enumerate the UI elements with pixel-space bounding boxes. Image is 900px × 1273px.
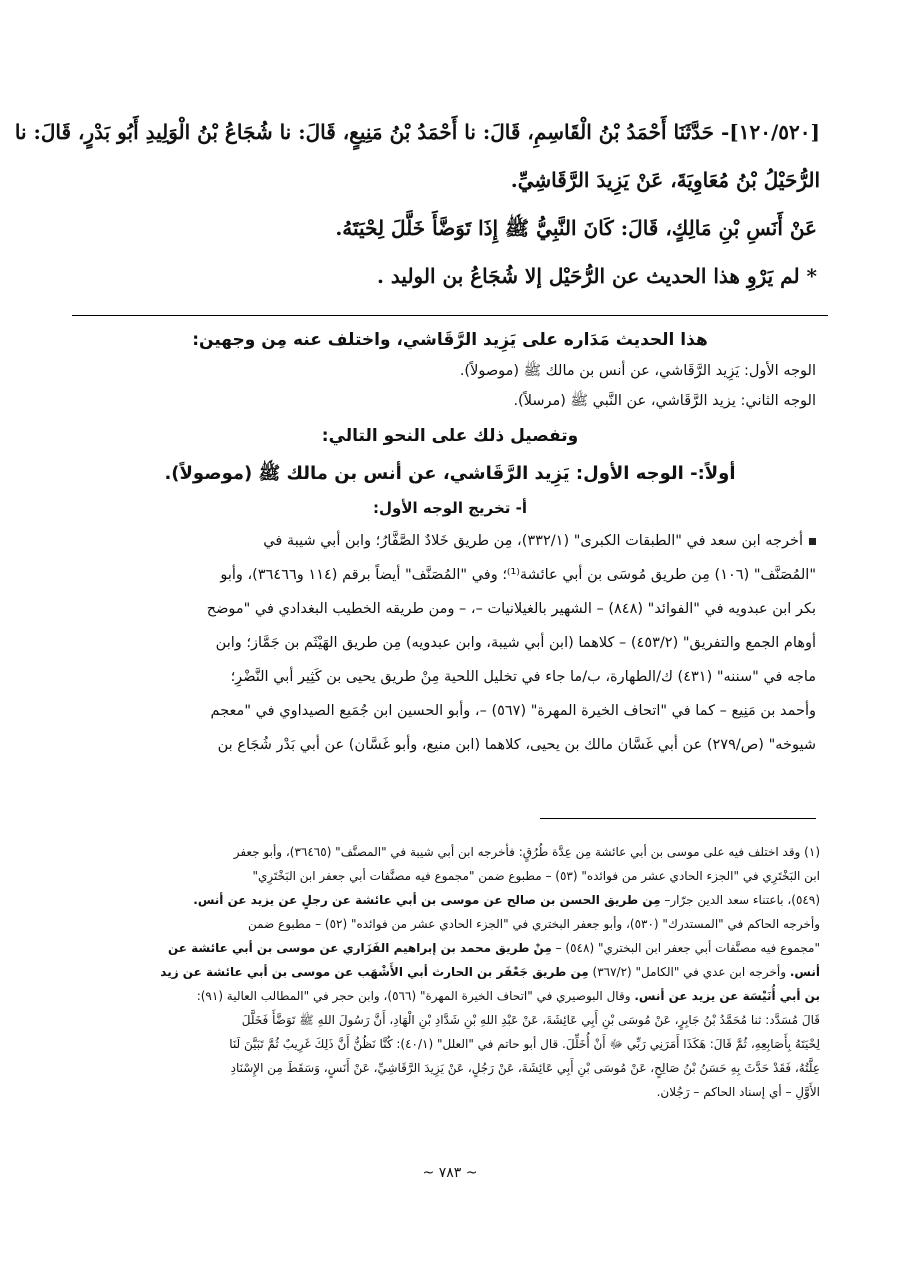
takhrij-heading: أ- تخريج الوجه الأول: — [373, 499, 527, 517]
takhrij-paragraph-line-5: ماجه في "سننه" (٤٣١) ك/الطهارة، ب/ما جاء في تخليل اللحية مِنْ طريق يحيى بن كَثِير أبي النَّضْرِ؛ — [230, 669, 816, 685]
takhrij-paragraph-line-2: "المُصَنَّف" (١٠٦) مِن طريق مُوسَى بن أبي عائشة⁽¹⁾؛ وفي "المُصَنَّف" أيضاً برقم (١١٤ و٣٦٤٦٦)، وأبو — [220, 567, 816, 583]
text-span: "مجموع فيه مصنَّفات أبي جعفر ابن البختري" (٥٤٨) – — [551, 941, 820, 955]
footnote-divider — [540, 818, 816, 819]
hadith-isnad-line-2: الرُّحَيْلُ بْنُ مُعَاوِيَةَ، عَنْ يَزِيدَ الرَّقَاشِيِّ. — [510, 168, 820, 192]
bullet-icon — [809, 538, 816, 545]
footnote-line-4: وأخرجه الحاكم في "المستدرك" (٥٣٠)، وأبو جعفر البختري في "الجزء الحادي عشر من فوائده" (٥٢) – مطبوع ضمن — [247, 917, 820, 931]
footnote-line-5 — [80, 936, 820, 960]
footnote-line-8: قَالَ مُسَدَّد: ثنا مُحَمَّدُ بْنُ جَابِرٍ، عَنْ مُوسَى بْنِ أَبِي عَائِشَةَ، عَنْ عَبْدِ اللهِ بْنِ شَدَّادِ بْنِ الْهَادِ، أَنَّ رَسُولَ اللهِ ﷺ تَوَضَّأَ فَخَلَّلَ — [241, 1013, 820, 1027]
footnote-line-7 — [80, 984, 820, 1008]
hadith-isnad-line-1: [١٢٠/٥٢٠]- حَدَّثَنَا أَحْمَدُ بْنُ الْقَاسِمِ، قَالَ: نا أَحْمَدُ بْنُ مَنِيعٍ، قَالَ: نا شُجَاعُ بْنُ الْوَلِيدِ أَبُو بَدْرٍ، قَالَ: نا — [14, 120, 820, 144]
page-number: ~ ٧٨٣ ~ — [422, 1165, 478, 1181]
text-span: (٥٤٩)، باعتناء سعد الدين جرّار– — [660, 893, 820, 907]
bold-span: بن أبي أُنَيْسَة عن يزيد عن أنس. — [634, 989, 820, 1003]
takhrij-paragraph-line-3: بكر ابن عبدويه في "الفوائد" (٨٤٨) – الشهير بالغيلانيات –، – ومن طريقه الخطيب البغدادي في "موضح — [206, 601, 816, 617]
bold-span: مِن طريق الحسن بن صالح عن موسى بن أبي عائشة عن رجلٍ عن يزيد عن أنس. — [193, 893, 661, 907]
wajh-second: الوجه الثاني: يزيد الرَّقَاشي، عن النَّبي ﷺ (مرسلاً). — [513, 393, 816, 409]
takhrij-paragraph-line-6: وأحمد بن مَنِيع – كما في "اتحاف الخيرة المهرة" (٥٦٧) –، وأبو الحسين ابن جُمَيع الصيداوي في "معجم — [210, 703, 816, 719]
analysis-heading: هذا الحديث مَدَاره على يَزِيد الرَّقَاشي، واختلف عنه مِن وجهين: — [192, 330, 708, 350]
bold-span: أنس. — [789, 965, 820, 979]
bold-span: مِن طريق جَعْفَر بن الحارث أبي الأَشْهَب عن موسى بن أبي عائشة عن زيد — [160, 965, 589, 979]
footnote-line-1: (١) وقد اختلف فيه على موسى بن أبي عائشة مِن عِدَّة طُرُقٍ: فأخرجه ابن أبي شيبة في "المصنَّف" (٣٦٤٦٥)، وأبو جعفر — [233, 845, 820, 859]
footnote-line-2: ابن البَخْتَرِي في "الجزء الحادي عشر من فوائده" (٥٣) – مطبوع ضمن "مجموع فيه مصنَّفات أبي جعفر ابن البَخْتَرِي" — [252, 869, 820, 883]
bold-span: مِنْ طريق محمد بن إبراهيم الفَزَاري عن موسى بن أبي عائشة عن — [167, 941, 552, 955]
hadith-matn: عَنْ أَنَسِ بْنِ مَالِكٍ، قَالَ: كَانَ النَّبِيُّ ﷺ إِذَا تَوَضَّأَ خَلَّلَ لِحْيَتَهُ. — [335, 216, 817, 240]
takhrij-paragraph-line-7: شيوخه" (ص/٢٧٩) عن أبي غَسَّان مالك بن يحيى، كلاهما (ابن منيع، وأبو غَسَّان) عن أبي بَدْر شُجَاع بن — [217, 737, 816, 753]
hadith-note: * لم يَرْوِ هذا الحديث عن الرُّحَيْل إلا شُجَاعُ بن الوليد . — [377, 264, 817, 288]
footnote-line-10: عِلَّتُهُ، فَقَدْ حَدَّثَ بِهِ حَسَنُ بْنُ صَالِحٍ، عَنْ مُوسَى بْنِ أَبِي عَائِشَةَ، عَنْ رَجُلٍ، عَنْ يَزِيدَ الرَّقَاشِيِّ، عَنْ أَنَسٍ، وَسَقَطَ مِن الإِسْنَادِ — [230, 1061, 820, 1075]
text-span: أخرجه ابن سعد في "الطبقات الكبرى" (٣٣٢/١)، مِن طريق خَلادٌ الصَّفَّارُ؛ وابن أبي شيبة في — [263, 533, 803, 549]
analysis-section — [84, 324, 816, 762]
takhrij-paragraph-line-1 — [84, 524, 816, 558]
footnotes-section — [80, 840, 820, 1104]
section-divider — [72, 315, 828, 316]
awwalan-heading: أولاً:- الوجه الأول: يَزِيد الرَّقَاشي، عن أنس بن مالك ﷺ (موصولاً). — [164, 463, 736, 484]
takhrij-paragraph-line-4: أوهام الجمع والتفريق" (٤٥٣/٢) – كلاهما (ابن أبي شيبة، وابن عبدويه) مِن طريق الهَيْثَم بن جَمَّاز؛ وابن — [215, 635, 816, 651]
wajh-first: الوجه الأول: يَزِيد الرَّقَاشي، عن أنس بن مالك ﷺ (موصولاً). — [459, 363, 816, 379]
footnote-line-3 — [80, 888, 820, 912]
text-span: وأخرجه ابن عدي في "الكامل" (٣٦٧/٢) — [588, 965, 790, 979]
tafsil-heading: وتفصيل ذلك على النحو التالي: — [321, 426, 579, 446]
text-span: وقال البوصيري في "اتحاف الخيرة المهرة" (٥٦٦)، وابن حجر في "المطالب العالية (٩١): — [196, 989, 635, 1003]
footnote-line-9: لِحْيَتَهُ بِأَصَابِعِهِ، ثُمَّ قَالَ: هَكَذَا أَمَرَنِي رَبِّي ﷻ أَنْ أُخَلِّلَ. قال أبو حاتم في "العلل" (٤٠/١): كُنَّا نَظُنُّ أَنَّ ذَلِكَ غَرِيبٌ ثُمَّ تَبَيَّنَ لَنَا — [229, 1037, 820, 1051]
footnote-line-11: الأَوَّلِ – أي إسناد الحاكم – رَجُلان. — [656, 1085, 820, 1099]
footnote-line-6 — [80, 960, 820, 984]
hadith-text — [14, 108, 820, 300]
